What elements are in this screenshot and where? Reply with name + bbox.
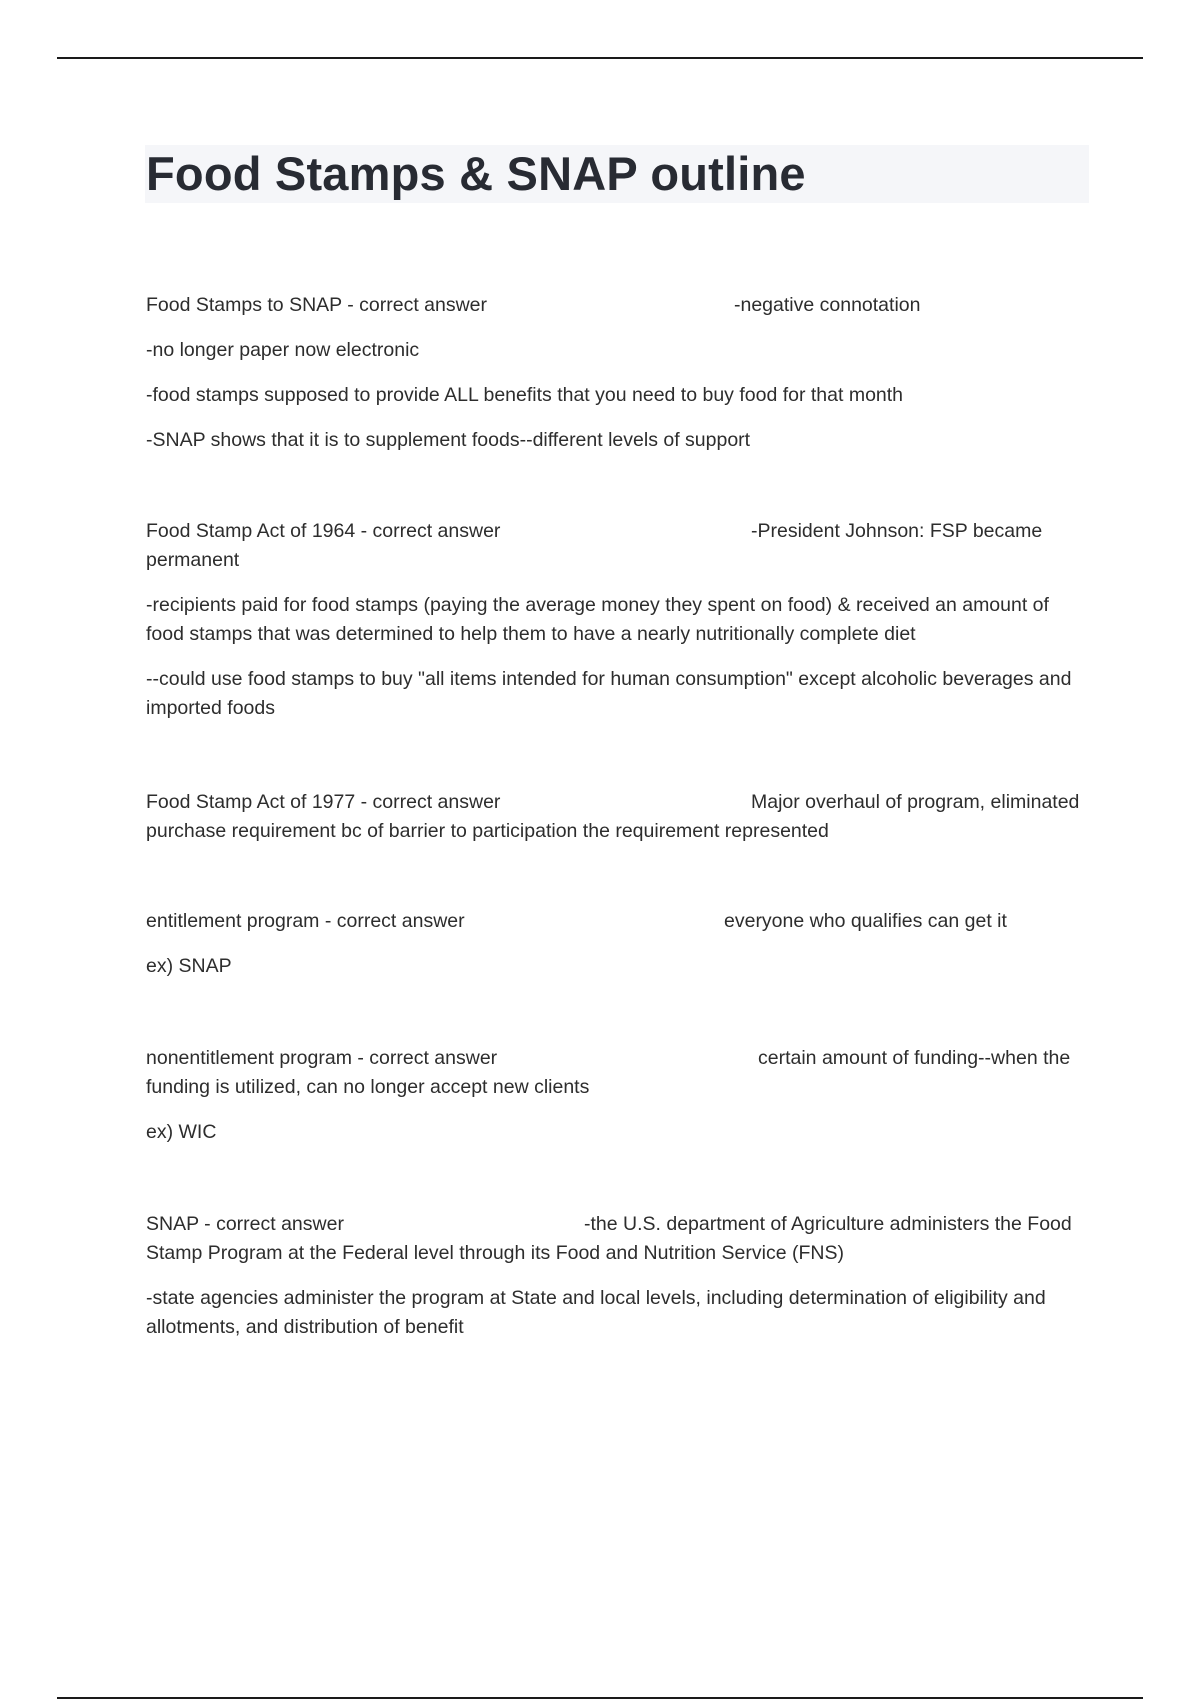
card-paragraph: ex) SNAP: [146, 955, 232, 977]
flashcard: [146, 788, 1086, 862]
card-answer: -negative connotation: [734, 294, 921, 316]
flashcard: [146, 1044, 1086, 1163]
card-question: entitlement program - correct answer: [146, 910, 465, 932]
flashcard: [146, 517, 1086, 739]
card-question: Food Stamp Act of 1964 - correct answer: [146, 520, 501, 542]
card-paragraph: -state agencies administer the program at State and local levels, including determination of eligibility and allotments, and distribution of benefit: [146, 1287, 1046, 1338]
card-question: Food Stamps to SNAP - correct answer: [146, 294, 488, 316]
card-paragraph: --could use food stamps to buy "all items intended for human consumption" except alcoholic beverages and imported foods: [146, 668, 1072, 719]
card-first-line: [146, 788, 1086, 846]
card-first-line: [146, 907, 1086, 936]
card-answer: certain amount of funding--when the funding is utilized, can no longer accept new clients: [146, 1047, 1071, 1098]
card-first-line: [146, 1044, 1086, 1102]
card-question: nonentitlement program - correct answer: [146, 1047, 498, 1069]
card-first-line: [146, 291, 1086, 320]
card-first-line: [146, 517, 1086, 575]
flashcard: [146, 1210, 1086, 1358]
card-question: SNAP - correct answer: [146, 1213, 344, 1235]
card-answer: everyone who qualifies can get it: [724, 910, 1007, 932]
card-answer: Major overhaul of program, eliminated purchase requirement bc of barrier to participation the requirement represented: [146, 791, 1080, 842]
card-first-line: [146, 1210, 1086, 1268]
flashcard: [146, 291, 1086, 471]
card-paragraph: -recipients paid for food stamps (paying the average money they spent on food) & received an amount of food stamps that was determined to help them to have a nearly nutritionally complete diet: [146, 594, 1049, 645]
page-title: Food Stamps & SNAP outline: [146, 147, 806, 200]
card-paragraph: -food stamps supposed to provide ALL benefits that you need to buy food for that month: [146, 384, 904, 406]
card-paragraph: -no longer paper now electronic: [146, 339, 420, 361]
card-question: Food Stamp Act of 1977 - correct answer: [146, 791, 501, 813]
bottom-rule: [57, 1697, 1143, 1699]
card-paragraph: -SNAP shows that it is to supplement foods--different levels of support: [146, 429, 751, 451]
flashcard: [146, 907, 1086, 997]
card-paragraph: ex) WIC: [146, 1121, 217, 1143]
top-rule: [57, 57, 1143, 59]
card-answer: -the U.S. department of Agriculture administers the Food Stamp Program at the Federal level through its Food and Nutrition Service (FNS): [146, 1213, 1072, 1264]
card-answer: -President Johnson: FSP became permanent: [146, 520, 1043, 571]
